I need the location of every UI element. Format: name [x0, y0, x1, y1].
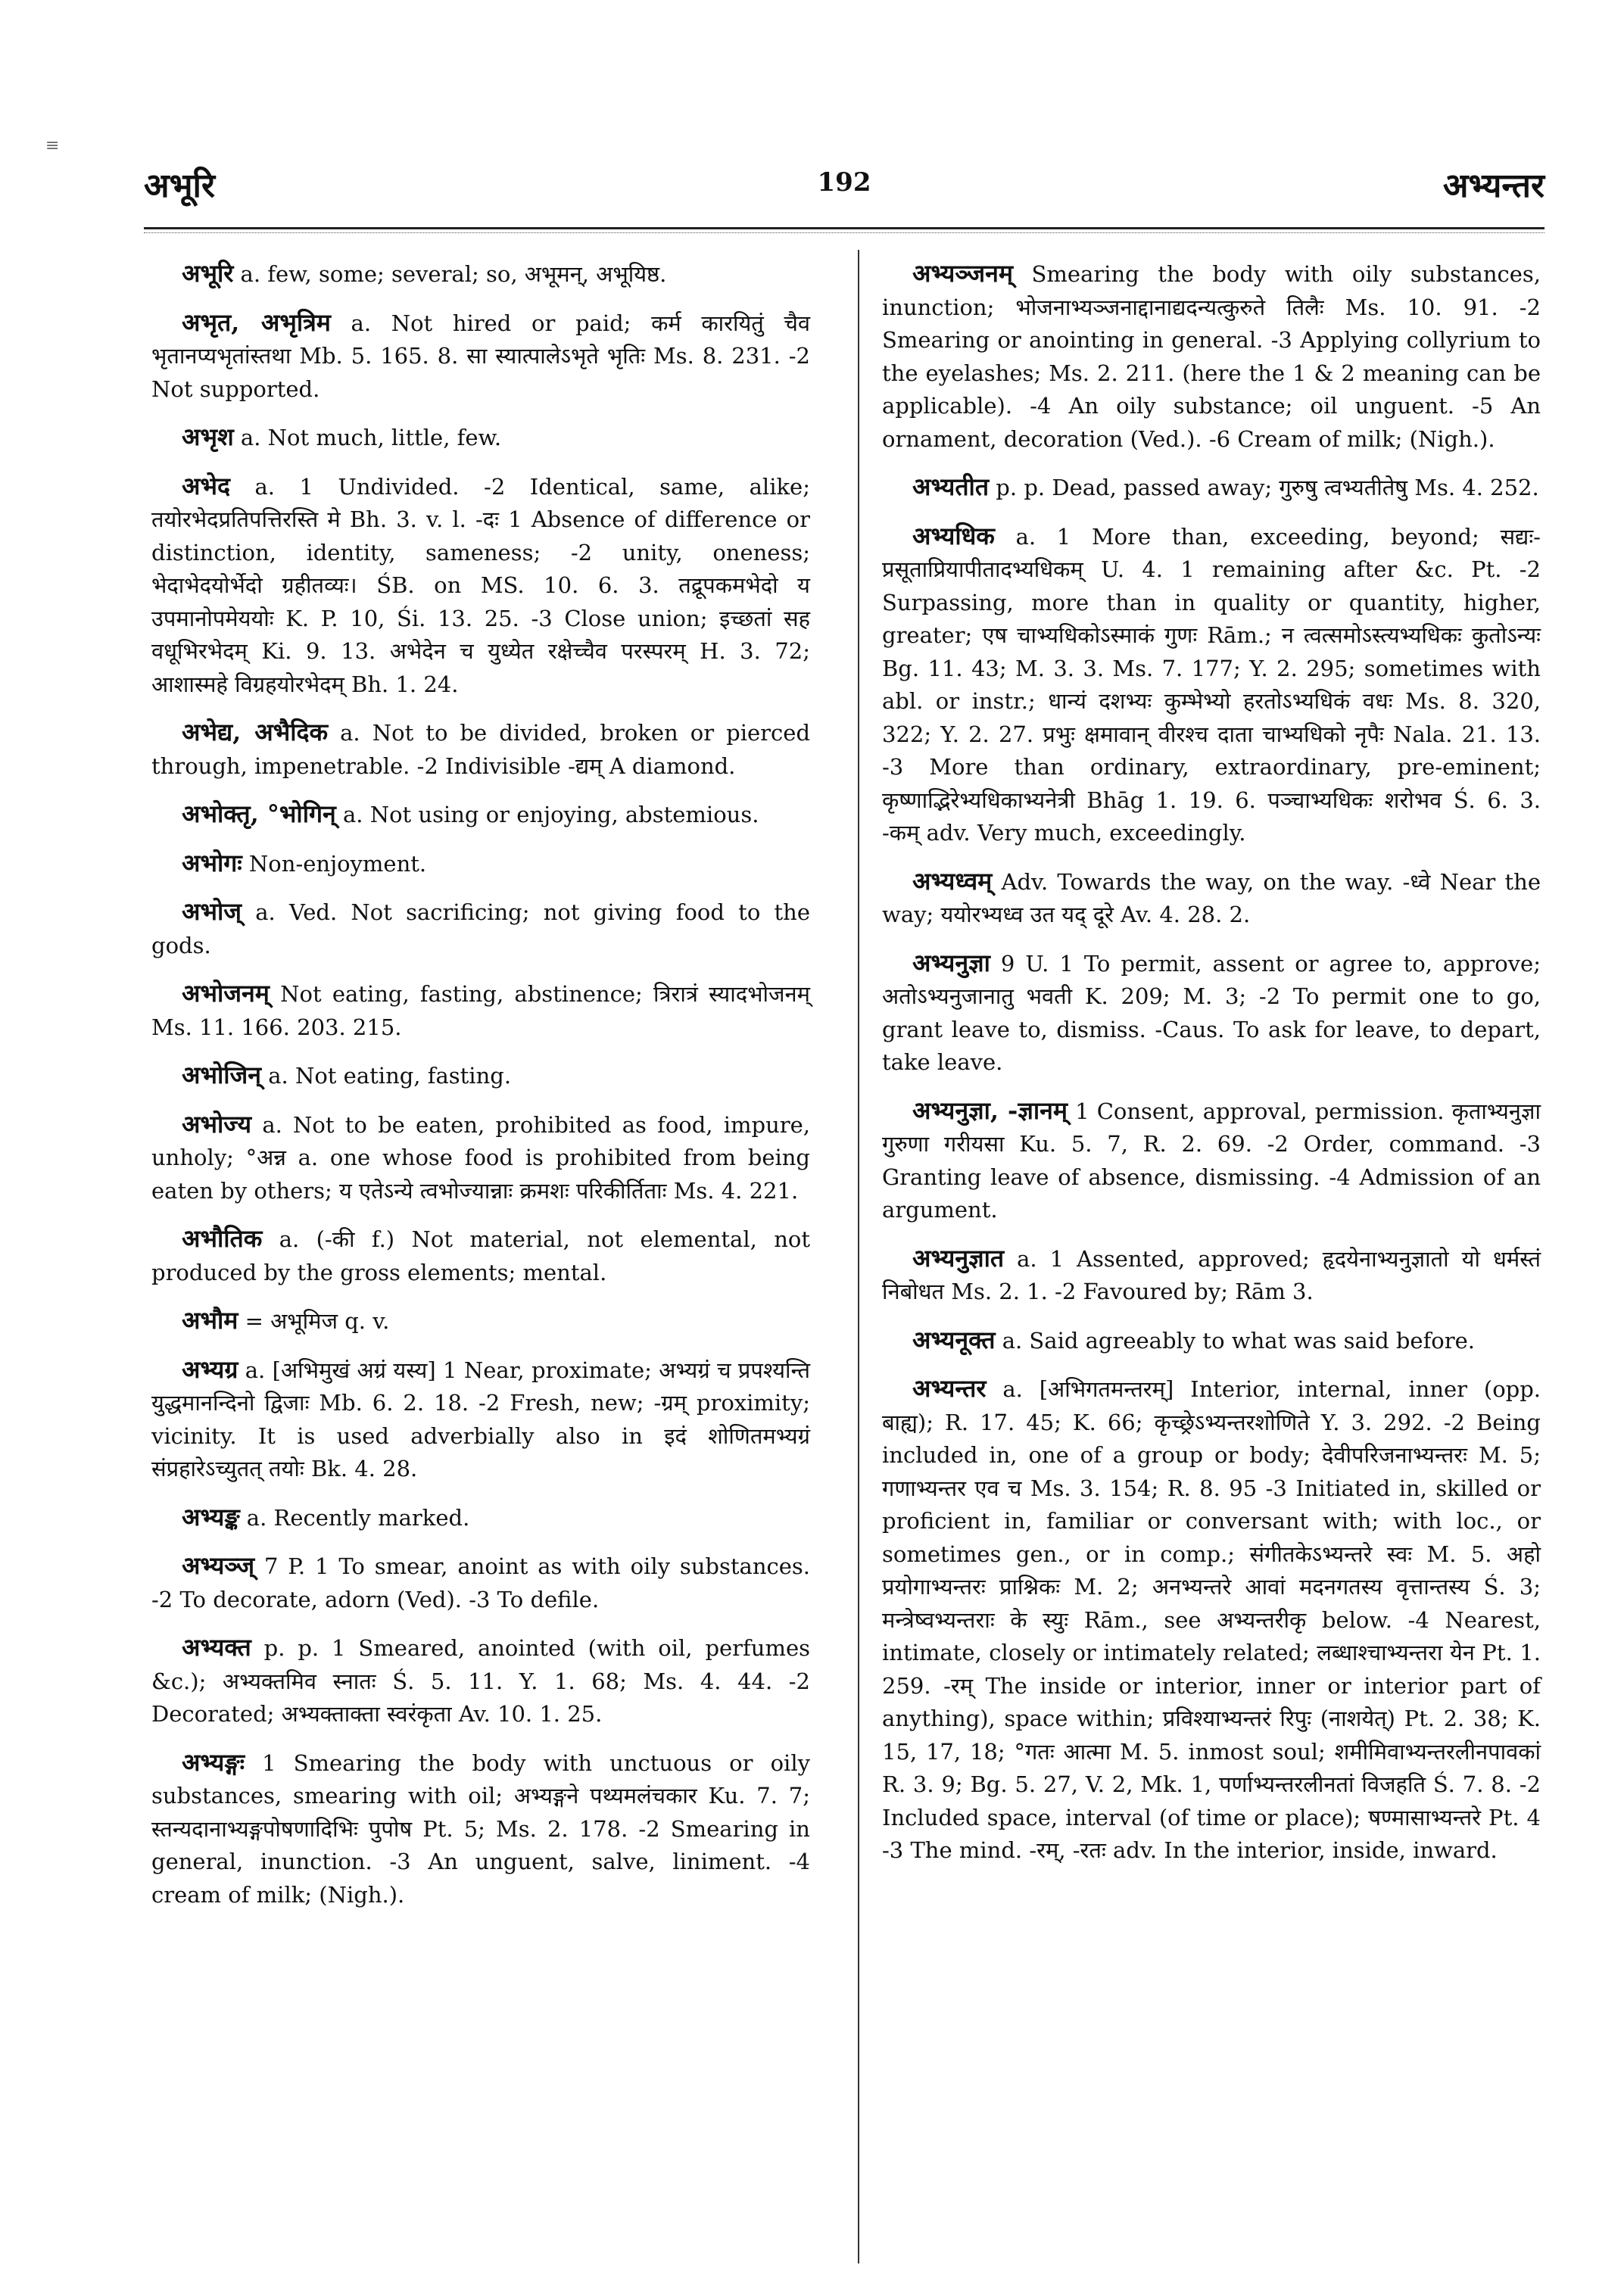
dictionary-entry	[151, 1304, 810, 1338]
entry-definition: p. p. 1 Smeared, anointed (with oil, perfumes &c.); अभ्यक्तमिव स्नातः Ś. 5. 11. Y. 1. 68; Ms. 4. 44. -2 Decorated; अभ्यक्ताक्ता स्वरंकृता Av. 10. 1. 25.	[151, 1635, 810, 1727]
entry-definition: a. 1 More than, exceeding, beyond; सद्यः-प्रसूताप्रियापीतादभ्यधिकम् U. 4. 1 remaining after &c. Pt. -2 Surpassing, more than in quality or quantity, higher, greater; एष चाभ्यधिकोऽस्माकं गुणः Rām.; न त्वत्समोऽस्त्यभ्यधिकः कुतोऽन्यः Bg. 11. 43; M. 3. 3. Ms. 7. 177; Y. 2. 295; sometimes with abl. or instr.; धान्यं दशभ्यः कुम्भेभ्यो हरतोऽभ्यधिकं वधः Ms. 8. 320, 322; Y. 2. 27. प्रभुः क्षमावान् वीरश्च दाता चाभ्यधिको नृपैः Nala. 21. 13. -3 More than ordinary, extraordinary, pre-eminent; कृष्णाद्भिरेभ्यधिकाभ्यनेत्री Bhāg 1. 19. 6. पञ्चाभ्यधिकः शरोभव Ś. 6. 3. -कम् adv. Very much, exceedingly.	[882, 523, 1541, 846]
entry-definition: a. 1 Assented, approved; हृदयेनाभ्यनुज्ञातो यो धर्मस्तं निबोधत Ms. 2. 1. -2 Favoured by; Rām 3.	[882, 1245, 1541, 1304]
dictionary-entry	[151, 1059, 810, 1093]
entry-headword: अभ्यङ्क	[182, 1502, 240, 1531]
dictionary-entry	[151, 716, 810, 783]
header-rule-dotted	[144, 232, 1545, 233]
dictionary-entry	[882, 1324, 1541, 1358]
entry-definition: p. p. Dead, passed away; गुरुषु त्वभ्यतीतेषु Ms. 4. 252.	[989, 475, 1539, 500]
entry-definition: a. [अभिमुखं अग्रं यस्य] 1 Near, proximate; अभ्यग्रं च प्रपश्यन्ति युद्धमानन्दिनो द्विजाः Mb. 6. 2. 18. -2 Fresh, new; -ग्रम् proximity; vicinity. It is used adverbially also in इदं शोणितमभ्यग्रं संप्रहारेऽच्युतत् तयोः Bk. 4. 28.	[151, 1357, 810, 1481]
left-column	[151, 257, 810, 1927]
entry-headword: अभोक्तृ, °भोगिन्	[182, 799, 336, 828]
right-column	[882, 257, 1541, 1883]
entry-headword: अभोजनम्	[182, 979, 270, 1008]
entry-definition: a. Not much, little, few.	[233, 425, 502, 450]
margin-mark: ≡	[45, 136, 60, 155]
entry-headword: अभ्यतीत	[912, 472, 990, 501]
entry-definition: a. Not to be divided, broken or pierced through, impenetrable. -2 Indivisible -द्यम् A diamond.	[151, 720, 811, 779]
entry-definition: a. Not hired or paid; कर्म कारयितुं चैव भृतानप्यभृतांस्तथा Mb. 5. 165. 8. सा स्यात्पालेऽभृते भृतिः Ms. 8. 231. -2 Not supported.	[151, 310, 811, 402]
entry-definition: a. Not using or enjoying, abstemious.	[335, 802, 759, 827]
entry-headword: अभेद	[182, 471, 230, 500]
entry-headword: अभ्यञ्ज्	[182, 1551, 255, 1580]
entry-headword: अभ्यनुज्ञात	[912, 1243, 1005, 1273]
dictionary-entry	[882, 1242, 1541, 1309]
dictionary-entry	[151, 1746, 810, 1912]
entry-headword: अभृश	[182, 422, 234, 451]
entry-headword: अभ्यनूक्त	[912, 1325, 996, 1354]
dictionary-entry	[882, 865, 1541, 932]
dictionary-entry	[882, 1372, 1541, 1868]
entry-definition: Adv. Towards the way, on the way. -ध्वे Near the way; ययोरभ्यध्व उत यद् दूरे Av. 4. 28. 2.	[882, 868, 1541, 927]
entry-headword: अभोज्य	[182, 1109, 252, 1139]
entry-headword: अभ्यधिक	[912, 521, 995, 550]
entry-definition: Smearing the body with oily substances, inunction; भोजनाभ्यञ्जनाद्दानाद्यदन्यत्कुरुते तिलैः Ms. 10. 91. -2 Smearing or anointing in general. -3 Applying collyrium to the eyelashes; Ms. 2. 211. (here the 1 & 2 meaning can be applicable). -4 An oily substance; oil unguent. -5 An ornament, decoration (Ved.). -6 Cream of milk; (Nigh.).	[882, 261, 1541, 452]
entry-headword: अभ्यनुज्ञा, -ज्ञानम्	[912, 1095, 1068, 1125]
entry-definition: a. (-की f.) Not material, not elemental, not produced by the gross elements; mental.	[151, 1226, 810, 1285]
entry-headword: अभ्यक्त	[182, 1633, 251, 1662]
entry-headword: अभौम	[182, 1306, 238, 1335]
dictionary-entry	[882, 520, 1541, 850]
dictionary-entry	[151, 470, 810, 702]
dictionary-entry	[151, 1108, 810, 1208]
dictionary-entry	[882, 947, 1541, 1080]
header-rule	[144, 227, 1545, 229]
entry-headword: अभोज्	[182, 897, 242, 926]
dictionary-entry	[151, 1631, 810, 1731]
dictionary-entry	[151, 847, 810, 881]
left-running-headword: अभूरि	[144, 167, 215, 205]
entry-headword: अभ्यध्वम्	[912, 866, 993, 896]
dictionary-entry	[882, 471, 1541, 505]
dictionary-entry	[882, 257, 1541, 456]
entry-headword: अभोजिन्	[182, 1061, 262, 1089]
dictionary-entry	[882, 1095, 1541, 1227]
right-running-headword: अभ्यन्तर	[1442, 167, 1545, 205]
dictionary-entry	[151, 1223, 810, 1289]
entry-definition: Not eating, fasting, abstinence; त्रिरात्रं स्यादभोजनम् Ms. 11. 166. 203. 215.	[151, 981, 810, 1040]
entry-definition: a. Not to be eaten, prohibited as food, impure, unholy; °अन्न a. one whose food is prohibited from being eaten by others; य एतेऽन्ये त्वभोज्यान्नाः क्रमशः परिकीर्तिताः Ms. 4. 221.	[151, 1111, 810, 1204]
column-separator	[858, 250, 859, 2263]
entry-definition: = अभूमिज q. v.	[238, 1308, 390, 1334]
entry-headword: अभ्यन्तर	[912, 1374, 987, 1403]
dictionary-entry	[151, 798, 810, 832]
page-number: 192	[817, 167, 871, 198]
page-header	[144, 155, 1545, 216]
entry-definition: 1 Consent, approval, permission. कृताभ्यनुज्ञा गुरुणा गरीयसा Ku. 5. 7, R. 2. 69. -2 Order, command. -3 Granting leave of absence, dismissing. -4 Admission of an argument.	[882, 1098, 1541, 1223]
entry-definition: 9 U. 1 To permit, assent or agree to, approve; अतोऽभ्यनुजानातु भवती K. 209; M. 3; -2 To permit one to go, grant leave to, dismiss. -Caus. To ask for leave, to depart, take leave.	[882, 950, 1541, 1075]
entry-definition: a. Ved. Not sacrificing; not giving food to the gods.	[151, 899, 810, 958]
entry-headword: अभोगः	[182, 848, 242, 877]
entry-definition: a. Not eating, fasting.	[261, 1063, 512, 1089]
entry-definition: a. [अभिगतमन्तरम्] Interior, internal, inner (opp. बाह्य); R. 17. 45; K. 66; कृच्छ्रेऽभ्यन्तरशोणिते Y. 3. 292. -2 Being included in, one of a group or body; देवीपरिजनाभ्यन्तरः M. 5; गणाभ्यन्तर एव च Ms. 3. 154; R. 8. 95 -3 Initiated in, skilled or proficient in, familiar or conversant with; with loc., or sometimes gen., or in comp.; संगीतकेऽभ्यन्तरे स्वः M. 5. अहो प्रयोगाभ्यन्तरः प्राश्निकः M. 2; अनभ्यन्तरे आवां मदनगतस्य वृत्तान्तस्य Ś. 3; मन्त्रेष्वभ्यन्तराः के स्युः Rām., see अभ्यन्तरीकृ below. -4 Nearest, intimate, closely or intimately related; लब्धाश्चाभ्यन्तरा येन Pt. 1. 259. -रम् The inside or interior, inner or interior part of anything), space within; प्रविश्याभ्यन्तरं रिपुः (नाशयेत्) Pt. 2. 38; K. 15, 17, 18; °गतः आत्मा M. 5. inmost soul; शमीमिवाभ्यन्तरलीनपावकां R. 3. 9; Bg. 5. 27, V. 2, Mk. 1, पर्णाभ्यन्तरलीनतां विजहति Ś. 7. 8. -2 Included space, interval (of time or place); षण्मासाभ्यन्तरे Pt. 4 -3 The mind. -रम्, -रतः adv. In the interior, inside, inward.	[882, 1376, 1541, 1863]
entry-headword: अभ्यग्र	[182, 1354, 238, 1384]
dictionary-entry	[151, 896, 810, 962]
entry-definition: a. Recently marked.	[239, 1504, 470, 1531]
dictionary-entry	[151, 1354, 810, 1486]
entry-definition: 1 Smearing the body with unctuous or oily substances, smearing with oil; अभ्यङ्गने पथ्यमलंचकार Ku. 7. 7; स्तन्यदानाभ्यङ्गपोषणादिभिः पुपोष Pt. 5; Ms. 2. 178. -2 Smearing in general, inunction. -3 An unguent, salve, liniment. -4 cream of milk; (Nigh.).	[151, 1749, 810, 1908]
entry-definition: a. few, some; several; so, अभूमन्, अभूयिष्ठ.	[233, 261, 667, 287]
entry-headword: अभृत, अभृत्रिम	[182, 307, 331, 337]
dictionary-entry	[151, 1550, 810, 1616]
entry-definition: 7 P. 1 To smear, anoint as with oily substances. -2 To decorate, adorn (Ved). -3 To defile.	[151, 1553, 810, 1612]
dictionary-entry	[151, 977, 810, 1044]
entry-definition: a. 1 Undivided. -2 Identical, same, alike; तयोरभेदप्रतिपत्तिरस्ति मे Bh. 3. v. l. -दः 1 Absence of difference or distinction, identity, sameness; -2 unity, oneness; भेदाभेदयोर्भेदो ग्रहीतव्यः। ŚB. on MS. 10. 6. 3. तद्रूपकमभेदो य उपमानोपमेययोः K. P. 10, Śi. 13. 25. -3 Close union; इच्छतां सह वधूभिरभेदम् Ki. 9. 13. अभेदेन च युध्येत रक्षेच्चैव परस्परम् H. 3. 72; आशास्महे विग्रहयोरभेदम् Bh. 1. 24.	[151, 473, 810, 697]
entry-headword: अभ्यनुज्ञा	[912, 948, 990, 977]
entry-headword: अभ्यञ्जनम्	[912, 259, 1013, 288]
dictionary-entry	[151, 257, 810, 291]
entry-headword: अभेद्य, अभैदिक	[182, 718, 329, 746]
entry-headword: अभ्यङ्गः	[182, 1747, 245, 1777]
dictionary-entry	[151, 1501, 810, 1535]
entry-definition: a. Said agreeably to what was said before.	[995, 1327, 1476, 1354]
dictionary-entry	[151, 421, 810, 455]
dictionary-entry	[151, 307, 810, 407]
entry-definition: Non-enjoyment.	[242, 850, 427, 877]
entry-headword: अभौतिक	[182, 1224, 263, 1253]
entry-headword: अभूरि	[182, 259, 234, 288]
